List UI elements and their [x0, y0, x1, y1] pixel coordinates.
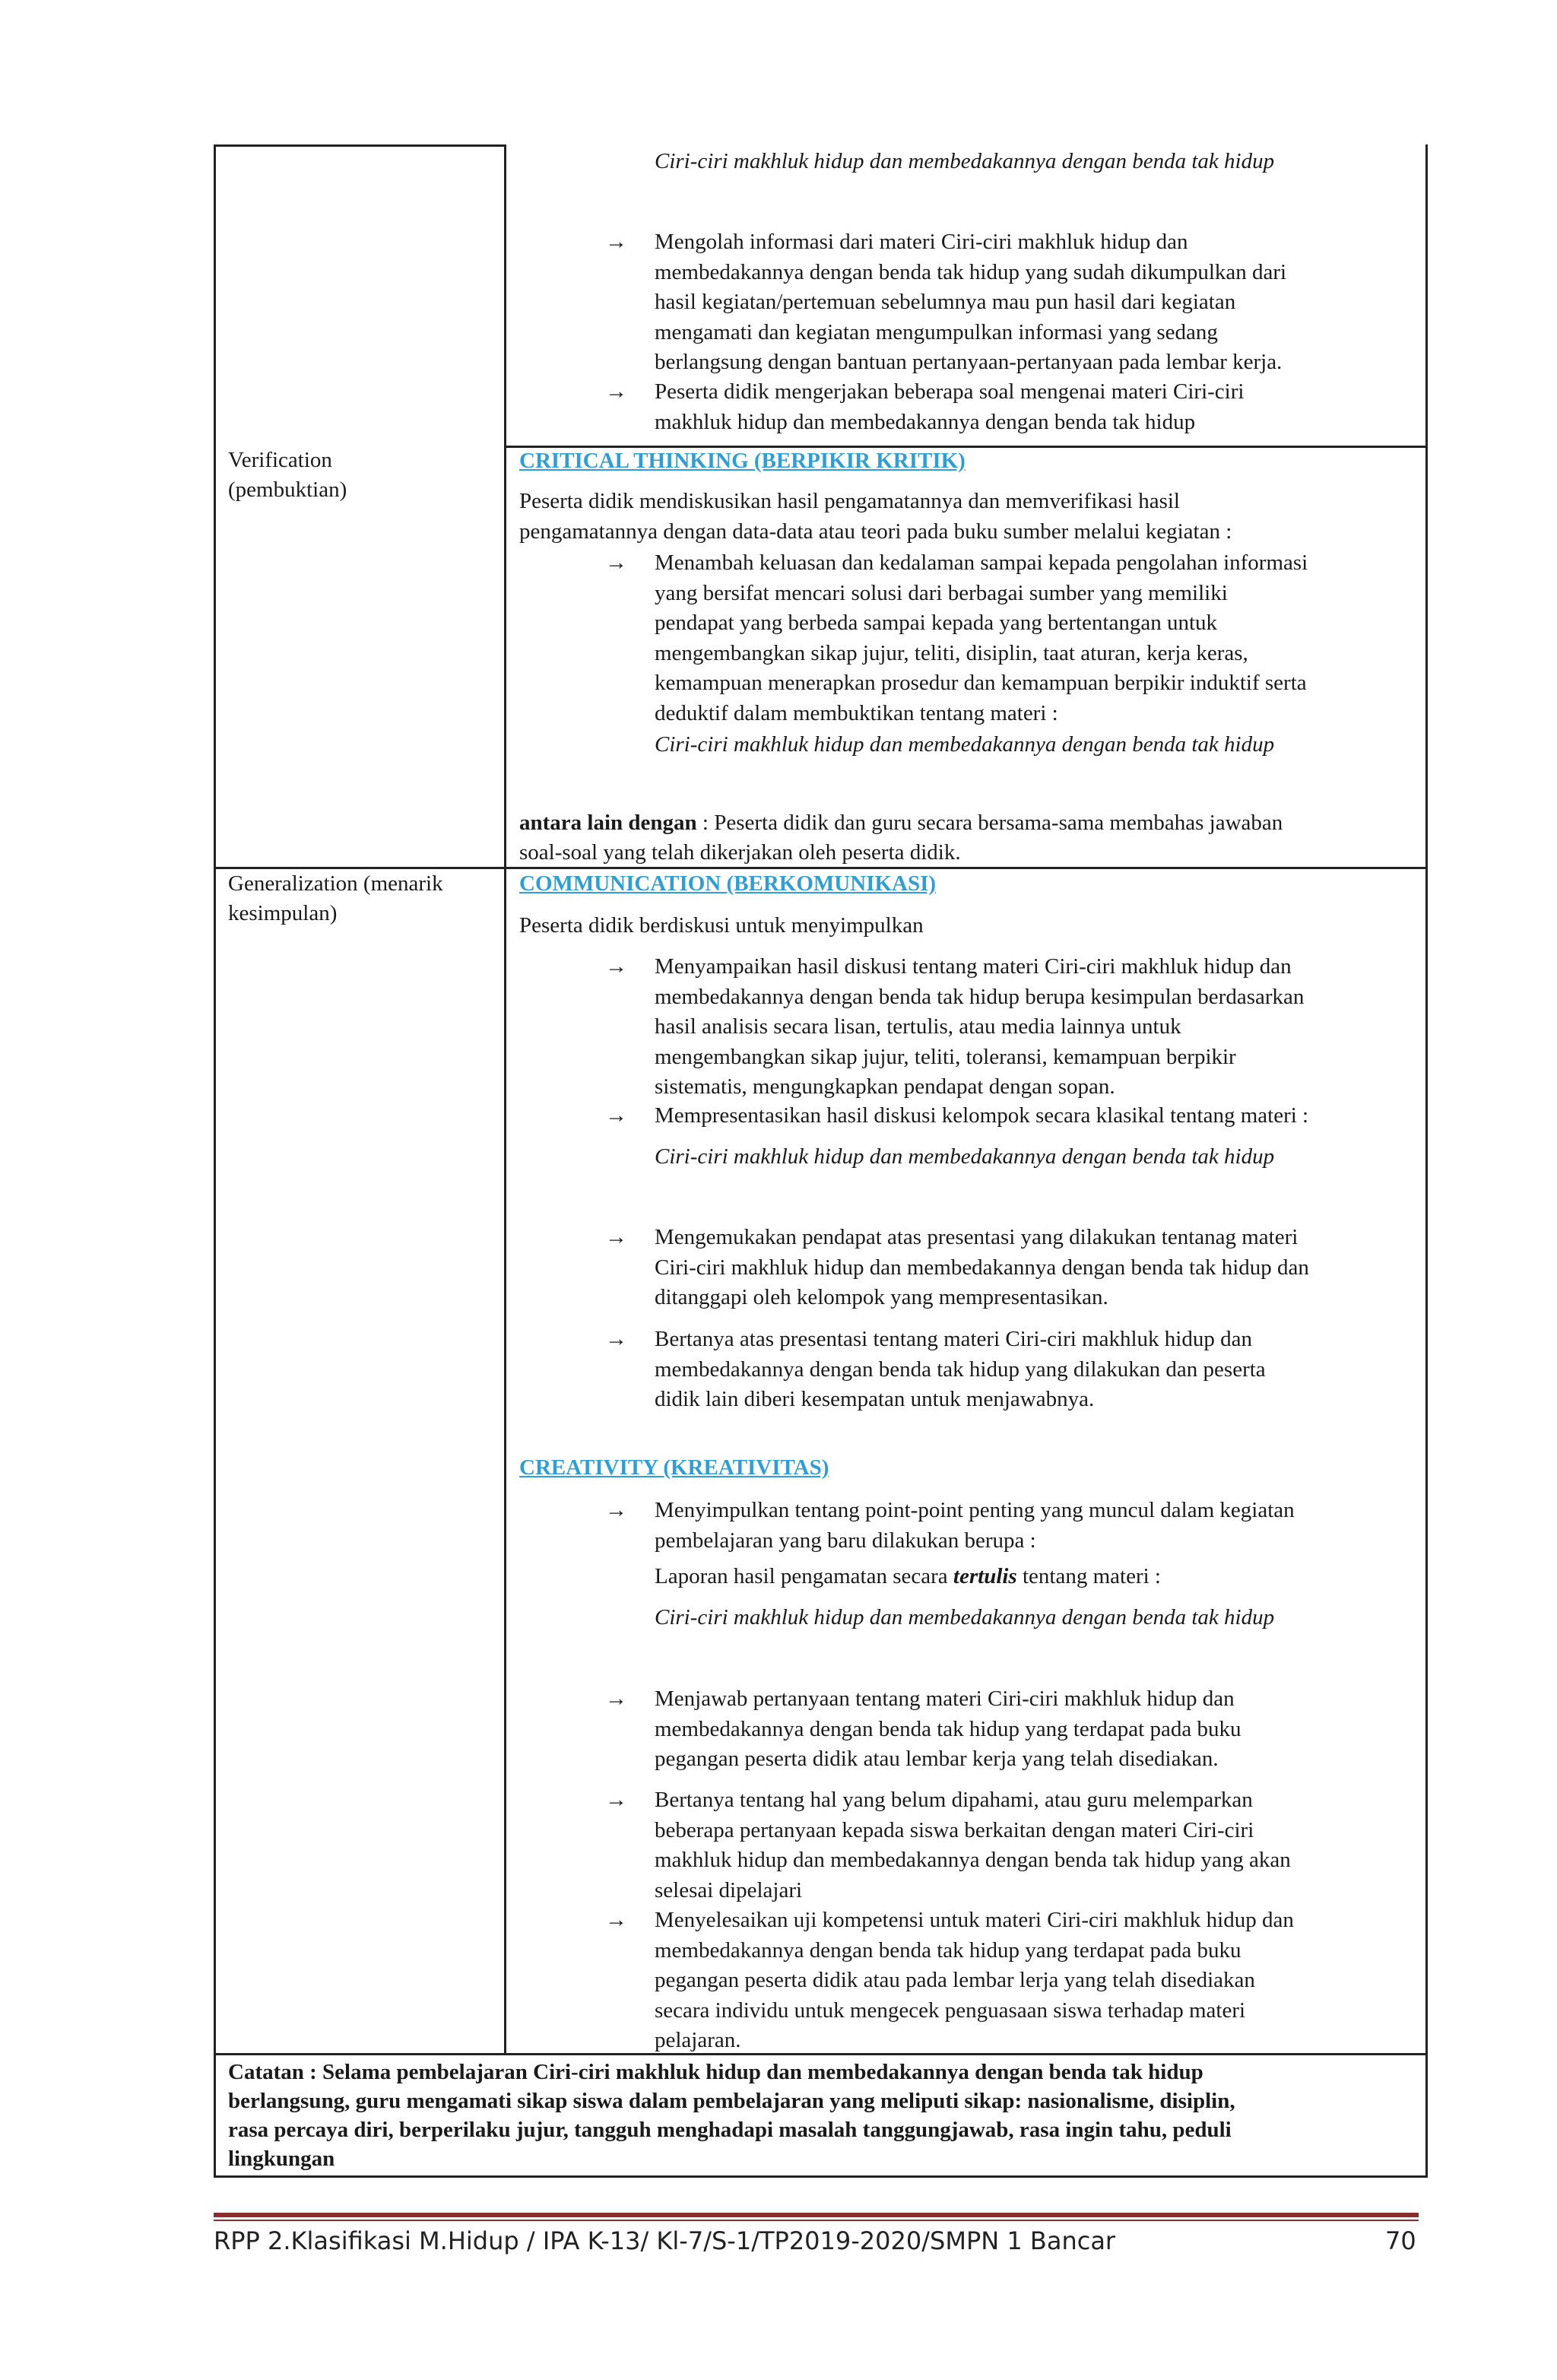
arrow-icon: →: [605, 1225, 627, 1249]
bullet-text: Menyimpulkan tentang point-point penting yang muncul dalam kegiatan pembelajaran yang baru dilakukan berupa :: [655, 1498, 1295, 1553]
bullet-text: Mengemukakan pendapat atas presentasi yang dilakukan tentanag materi Ciri-ciri makhluk hidup dan membedakannya dengan benda tak hidup dan ditanggapi oleh kelompok yang mempresentasikan.: [655, 1225, 1309, 1309]
critical-intro-line2: pengamatannya dengan data-data atau teori pada buku sumber melalui kegiatan :: [519, 519, 1232, 544]
column-divider: [504, 144, 506, 2055]
bullet-text: Menambah keluasan dan kedalaman sampai kepada pengolahan informasi yang bersifat mencari solusi dari berbagai sumber yang memiliki pendapat yang berbeda sampai kepada yang bertentangan untuk mengembangkan sikap jujur, teliti, disiplin, taat aturan, kerja keras, kemampuan menerapkan prosedur dan kemampuan berpikir induktif serta deduktif dalam membuktikan tentang materi :: [655, 551, 1308, 725]
communication-intro: Peserta didik berdiskusi untuk menyimpulkan: [519, 913, 924, 938]
arrow-icon: →: [605, 379, 627, 404]
critical-closing-line1: antara lain dengan : Peserta didik dan guru secara bersama-sama membahas jawaban: [519, 811, 1283, 835]
page-number: 70: [1385, 2226, 1416, 2255]
arrow-icon: →: [605, 230, 627, 254]
bullet-text: Menjawab pertanyaan tentang materi Ciri-ciri makhluk hidup dan membedakannya dengan benda tak hidup yang terdapat pada buku pegangan peserta didik atau lembar kerja yang telah disediakan.: [655, 1687, 1241, 1771]
arrow-icon: →: [605, 1687, 627, 1711]
footer-text: RPP 2.Klasifikasi M.Hidup / IPA K-13/ Kl-7/S-1/TP2019-2020/SMPN 1 Bancar: [214, 2226, 1116, 2255]
arrow-icon: →: [605, 1908, 627, 1932]
bullet-text: Menyampaikan hasil diskusi tentang materi Ciri-ciri makhluk hidup dan membedakannya dengan benda tak hidup berupa kesimpulan berdasarkan hasil analisis secara lisan, tertulis, atau media lainnya untuk mengembangkan sikap jujur, teliti, toleransi, kemampuan berpikir sistematis, mengungkapkan pendapat dengan sopan.: [655, 954, 1305, 1099]
arrow-icon: →: [605, 1327, 627, 1351]
creativity-heading: CREATIVITY (KREATIVITAS): [519, 1455, 829, 1480]
stage-generalization-line2: kesimpulan): [228, 901, 338, 925]
bullet-text: Mempresentasikan hasil diskusi kelompok secara klasikal tentang materi :: [655, 1103, 1309, 1128]
stage-verification-line2: (pembuktian): [228, 478, 347, 502]
row-divider-critical: [504, 446, 1428, 448]
stage-verification-line1: Verification: [228, 448, 332, 472]
bullet-text: Peserta didik mengerjakan beberapa soal mengenai materi Ciri-ciri makhluk hidup dan membedakannya dengan benda tak hidup: [655, 379, 1245, 434]
attitude-note: Catatan : Selama pembelajaran Ciri-ciri makhluk hidup dan membedakannya dengan benda tak hidup berlangsung, guru mengamati sikap siswa dalam pembelajaran yang meliputi sikap: nasionalisme, disiplin, rasa percaya diri, berperilaku jujur, tangguh menghadapi masalah tanggungjawab, rasa ingin tahu, peduli lingkungan: [228, 2060, 1235, 2171]
bullet-text: Bertanya tentang hal yang belum dipahami, atau guru melemparkan beberapa pertanyaan kepada siswa berkaitan dengan materi Ciri-ciri makhluk hidup dan membedakannya dengan benda tak hidup yang akan selesai dipelajari: [655, 1788, 1291, 1902]
bullet-text: Menyelesaikan uji kompetensi untuk materi Ciri-ciri makhluk hidup dan membedakannya dengan benda tak hidup yang terdapat pada buku pegangan peserta didik atau pada lembar lerja yang telah disediakan secara individu untuk mengecek penguasaan siswa terhadap materi pelajaran.: [655, 1908, 1294, 2052]
footer-rule-thin: [214, 2220, 1419, 2221]
table-top-border-left: [214, 144, 506, 147]
arrow-icon: →: [605, 1498, 627, 1522]
footer-rule: [214, 2213, 1419, 2217]
critical-intro-line1: Peserta didik mendiskusikan hasil pengamatannya dan memverifikasi hasil: [519, 489, 1180, 513]
critical-thinking-heading: CRITICAL THINKING (BERPIKIR KRITIK): [519, 449, 966, 473]
bullet-text: Mengolah informasi dari materi Ciri-ciri makhluk hidup dan membedakannya dengan benda tak hidup yang sudah dikumpulkan dari hasil kegiatan/pertemuan sebelumnya mau pun hasil dari kegiatan mengamati dan kegiatan mengumpulkan informasi yang sedang berlangsung dengan bantuan pertanyaan-pertanyaan pada lembar kerja.: [655, 230, 1287, 374]
stage-generalization-line1: Generalization (menarik: [228, 871, 443, 896]
bullet-text: Bertanya atas presentasi tentang materi Ciri-ciri makhluk hidup dan membedakannya dengan benda tak hidup yang dilakukan dan peserta didik lain diberi kesempatan untuk menjawabnya.: [655, 1327, 1266, 1411]
arrow-icon: →: [605, 1103, 627, 1128]
topic-text: Ciri-ciri makhluk hidup dan membedakannya dengan benda tak hidup: [655, 149, 1275, 173]
topic-text: Ciri-ciri makhluk hidup dan membedakannya dengan benda tak hidup: [655, 1144, 1275, 1169]
communication-heading: COMMUNICATION (BERKOMUNIKASI): [519, 871, 937, 896]
topic-text: Ciri-ciri makhluk hidup dan membedakannya dengan benda tak hidup: [655, 1605, 1275, 1630]
arrow-icon: →: [605, 1788, 627, 1812]
topic-text: Ciri-ciri makhluk hidup dan membedakannya dengan benda tak hidup: [655, 732, 1275, 757]
arrow-icon: →: [605, 551, 627, 575]
arrow-icon: →: [605, 954, 627, 979]
critical-closing-line2: soal-soal yang telah dikerjakan oleh peserta didik.: [519, 840, 961, 865]
creativity-report-line: Laporan hasil pengamatan secara tertulis tentang materi :: [655, 1564, 1161, 1588]
